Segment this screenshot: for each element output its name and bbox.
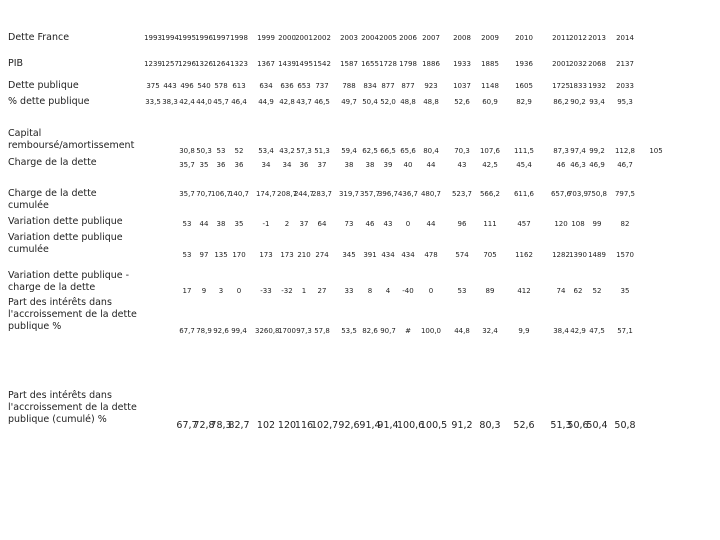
table-cell: -1	[262, 220, 270, 228]
row-label-variation-cumulee: Variation dette publique cumulée	[8, 232, 123, 255]
table-cell: 1997	[212, 34, 230, 42]
table-cell: 1390	[569, 251, 587, 259]
table-cell: #	[405, 327, 411, 335]
table-cell: 173	[280, 251, 294, 259]
table-cell: 64	[317, 220, 327, 228]
table-cell: 82,7	[228, 420, 250, 431]
table-cell: 2007	[422, 34, 440, 42]
table-cell: 33,5	[145, 98, 161, 106]
table-cell: 457	[517, 220, 531, 228]
table-cell: 44,9	[258, 98, 274, 106]
table-cell: 57,1	[617, 327, 633, 335]
table-cell: 102	[256, 420, 276, 431]
row-label-charge: Charge de la dette	[8, 157, 97, 168]
table-cell: 877	[381, 82, 395, 90]
table-cell: 50,3	[196, 147, 212, 155]
table-cell: 66,5	[380, 147, 396, 155]
table-cell: 43	[383, 220, 393, 228]
table-cell: 99	[592, 220, 602, 228]
table-cell: 1996	[195, 34, 213, 42]
table-cell: 244,7	[293, 190, 315, 198]
table-cell: 52,0	[380, 98, 396, 106]
table-cell: 4	[385, 287, 391, 295]
table-cell: 1495	[295, 60, 313, 68]
table-cell: 48,8	[400, 98, 416, 106]
table-cell: 92,6	[338, 420, 360, 431]
table-cell: 42,4	[179, 98, 195, 106]
table-cell: 1296	[178, 60, 196, 68]
table-cell: 0	[236, 287, 242, 295]
table-cell: 174,7	[255, 190, 277, 198]
row-label-dette-publique: Dette publique	[8, 80, 79, 91]
table-cell: 1326	[195, 60, 213, 68]
table-cell: 1700	[278, 327, 296, 335]
table-cell: 1148	[481, 82, 499, 90]
table-cell: 1999	[257, 34, 275, 42]
table-cell: 36	[216, 161, 226, 169]
table-cell: 39	[383, 161, 393, 169]
table-cell: 91,4	[377, 420, 399, 431]
table-cell: 1798	[399, 60, 417, 68]
table-cell: 2001	[295, 34, 313, 42]
table-cell: 42,9	[570, 327, 586, 335]
table-cell: 106,7	[210, 190, 232, 198]
row-label-dette-france: Dette France	[8, 32, 70, 43]
table-cell: 1725	[552, 82, 570, 90]
table-cell: 40	[403, 161, 413, 169]
table-cell: 737	[315, 82, 329, 90]
table-cell: 2013	[588, 34, 606, 42]
table-cell: 1932	[588, 82, 606, 90]
table-cell: 45,4	[516, 161, 532, 169]
table-cell: 2014	[616, 34, 634, 42]
table-cell: 653	[297, 82, 311, 90]
table-cell: -40	[402, 287, 414, 295]
table-cell: 834	[363, 82, 377, 90]
table-cell: 436,7	[397, 190, 419, 198]
table-cell: 636	[280, 82, 294, 90]
table-cell: 111,5	[513, 147, 535, 155]
table-cell: 57,3	[296, 147, 312, 155]
table-cell: 53,4	[258, 147, 274, 155]
table-cell: 391	[363, 251, 377, 259]
row-label-charge-cumulee: Charge de la dette cumulée	[8, 188, 97, 211]
table-cell: 574	[455, 251, 469, 259]
table-cell: 1933	[453, 60, 471, 68]
table-cell: 37	[317, 161, 327, 169]
table-cell: 1542	[313, 60, 331, 68]
table-cell: 96	[457, 220, 467, 228]
table-cell: 52,6	[513, 420, 535, 431]
table-cell: 37	[299, 220, 309, 228]
table-cell: 111	[483, 220, 497, 228]
table-cell: 59,4	[341, 147, 357, 155]
table-cell: 1998	[230, 34, 248, 42]
row-label-part-interets-cumule: Part des intérêts dans l'accroissement de la dette publique (cumulé) %	[8, 390, 137, 425]
row-label-part-interets: Part des intérêts dans l'accroissement de la dette publique %	[8, 297, 137, 332]
table-cell: 80,3	[479, 420, 501, 431]
table-cell: 703,9	[567, 190, 589, 198]
table-cell: 2006	[399, 34, 417, 42]
table-cell: 90,7	[380, 327, 396, 335]
table-cell: 2000	[278, 34, 296, 42]
table-cell: 53	[216, 147, 226, 155]
table-cell: 1728	[379, 60, 397, 68]
table-cell: 62,5	[362, 147, 378, 155]
table-cell: 2003	[340, 34, 358, 42]
table-cell: 540	[197, 82, 211, 90]
table-cell: 50,8	[614, 420, 636, 431]
table-cell: 1239	[144, 60, 162, 68]
table-cell: 91,4	[359, 420, 381, 431]
table-cell: 70,7	[196, 190, 212, 198]
table-cell: 44	[426, 161, 436, 169]
table-cell: 412	[517, 287, 531, 295]
table-cell: 357,7	[359, 190, 381, 198]
row-label-variation-moins-charge: Variation dette publique - charge de la dette	[8, 270, 130, 293]
table-cell: 86,2	[553, 98, 569, 106]
table-cell: 35	[620, 287, 630, 295]
row-label-pct-dette: % dette publique	[8, 96, 90, 107]
table-cell: 32,4	[482, 327, 498, 335]
table-cell: 2	[284, 220, 290, 228]
table-cell: 48,8	[423, 98, 439, 106]
table-cell: 566,2	[479, 190, 501, 198]
table-cell: 43,7	[296, 98, 312, 106]
table-cell: 89	[485, 287, 495, 295]
table-cell: 50,6	[567, 420, 589, 431]
table-cell: 46	[365, 220, 375, 228]
table-cell: 2002	[313, 34, 331, 42]
table-cell: 1162	[515, 251, 533, 259]
table-cell: 42,5	[482, 161, 498, 169]
table-cell: 2137	[616, 60, 634, 68]
table-cell: 27	[317, 287, 327, 295]
table-cell: 49,7	[341, 98, 357, 106]
table-cell: 1995	[178, 34, 196, 42]
table-cell: 53	[182, 251, 192, 259]
table-cell: 2010	[515, 34, 533, 42]
table-cell: 57,8	[314, 327, 330, 335]
table-cell: 62	[573, 287, 583, 295]
table-cell: 100,5	[420, 420, 448, 431]
table-cell: 97	[199, 251, 209, 259]
table-cell: 44	[199, 220, 209, 228]
table-cell: 97,3	[296, 327, 312, 335]
table-cell: 1367	[257, 60, 275, 68]
table-cell: 2005	[379, 34, 397, 42]
table-cell: 46,5	[314, 98, 330, 106]
table-cell: 2032	[569, 60, 587, 68]
table-cell: 112,8	[614, 147, 636, 155]
table-cell: 1489	[588, 251, 606, 259]
table-cell: 87,3	[553, 147, 569, 155]
table-cell: 46,4	[231, 98, 247, 106]
table-cell: 2008	[453, 34, 471, 42]
table-cell: 1282	[552, 251, 570, 259]
table-cell: 44,0	[196, 98, 212, 106]
table-cell: 480,7	[420, 190, 442, 198]
row-label-capital: Capital remboursé/amortissement	[8, 128, 135, 151]
table-cell: 47,5	[589, 327, 605, 335]
table-cell: 17	[182, 287, 192, 295]
table-cell: 705	[483, 251, 497, 259]
table-cell: 613	[232, 82, 246, 90]
table-cell: 1885	[481, 60, 499, 68]
table-cell: 105	[649, 147, 663, 155]
table-cell: 1605	[515, 82, 533, 90]
table-cell: 51,3	[314, 147, 330, 155]
table-cell: 52,6	[454, 98, 470, 106]
table-cell: 1570	[616, 251, 634, 259]
row-label-variation: Variation dette publique	[8, 216, 123, 227]
table-cell: 43	[457, 161, 467, 169]
table-cell: 120	[277, 420, 297, 431]
table-cell: 1037	[453, 82, 471, 90]
table-cell: 788	[342, 82, 356, 90]
table-cell: 102,7	[311, 420, 339, 431]
table-cell: 210	[297, 251, 311, 259]
table-cell: 657,6	[550, 190, 572, 198]
table-cell: 53	[457, 287, 467, 295]
table-cell: 283,7	[311, 190, 333, 198]
table-cell: 92,6	[213, 327, 229, 335]
table-cell: 1993	[144, 34, 162, 42]
table-cell: 38	[216, 220, 226, 228]
table-cell: 99,4	[231, 327, 247, 335]
table-cell: 2004	[361, 34, 379, 42]
table-cell: 1655	[361, 60, 379, 68]
table-cell: 45,7	[213, 98, 229, 106]
table-cell: 80,4	[423, 147, 439, 155]
table-cell: 36	[299, 161, 309, 169]
table-cell: 36	[234, 161, 244, 169]
table-cell: 496	[180, 82, 194, 90]
table-cell: 140,7	[228, 190, 250, 198]
table-cell: 1323	[230, 60, 248, 68]
table-cell: 35,7	[179, 161, 195, 169]
table-cell: 750,8	[586, 190, 608, 198]
table-cell: 78,9	[196, 327, 212, 335]
table-cell: 0	[405, 220, 411, 228]
table-cell: 1833	[569, 82, 587, 90]
table-cell: 100,0	[420, 327, 442, 335]
table-cell: 375	[146, 82, 160, 90]
table-cell: 523,7	[451, 190, 473, 198]
table-cell: 82,9	[516, 98, 532, 106]
table-cell: 33	[344, 287, 354, 295]
table-cell: 52	[234, 147, 244, 155]
table-cell: 877	[401, 82, 415, 90]
table-cell: 1264	[212, 60, 230, 68]
table-cell: 319,7	[338, 190, 360, 198]
table-cell: 46,3	[570, 161, 586, 169]
table-cell: 1587	[340, 60, 358, 68]
table-cell: 396,7	[377, 190, 399, 198]
table-cell: 443	[163, 82, 177, 90]
table-cell: 38,4	[553, 327, 569, 335]
table-cell: 46,7	[617, 161, 633, 169]
table-cell: 1	[301, 287, 307, 295]
table-cell: 35	[234, 220, 244, 228]
table-cell: 46	[556, 161, 566, 169]
table-cell: 74	[556, 287, 566, 295]
table-cell: 9	[201, 287, 207, 295]
table-cell: 60,9	[482, 98, 498, 106]
table-cell: -33	[260, 287, 272, 295]
table-cell: 1439	[278, 60, 296, 68]
table-cell: 50,4	[586, 420, 608, 431]
table-cell: 100,6	[397, 420, 425, 431]
table-cell: 434	[401, 251, 415, 259]
table-cell: 173	[259, 251, 273, 259]
table-cell: 53,5	[341, 327, 357, 335]
table-cell: 1994	[161, 34, 179, 42]
table-cell: 108	[571, 220, 585, 228]
table-cell: 97,4	[570, 147, 586, 155]
table-cell: 611,6	[513, 190, 535, 198]
table-cell: 70,3	[454, 147, 470, 155]
table-cell: -32	[281, 287, 293, 295]
table-cell: 52	[592, 287, 602, 295]
table-cell: 1886	[422, 60, 440, 68]
table-cell: 35	[199, 161, 209, 169]
table-cell: 135	[214, 251, 228, 259]
table-cell: 345	[342, 251, 356, 259]
table-cell: 46,9	[589, 161, 605, 169]
table-cell: 2011	[552, 34, 570, 42]
table-cell: 82,6	[362, 327, 378, 335]
table-cell: 65,6	[400, 147, 416, 155]
table-cell: 9,9	[518, 327, 530, 335]
table-cell: 44,8	[454, 327, 470, 335]
table-cell: 50,4	[362, 98, 378, 106]
table-cell: 30,8	[179, 147, 195, 155]
table-cell: 38	[365, 161, 375, 169]
table-cell: 107,6	[479, 147, 501, 155]
table-cell: 434	[381, 251, 395, 259]
table-cell: 797,5	[614, 190, 636, 198]
row-label-pib: PIB	[8, 58, 24, 69]
table-cell: 78,3	[210, 420, 232, 431]
table-cell: 43,2	[279, 147, 295, 155]
table-cell: 923	[424, 82, 438, 90]
table-cell: 3260,8	[255, 327, 280, 335]
table-cell: 2009	[481, 34, 499, 42]
table-cell: 2068	[588, 60, 606, 68]
table-cell: 634	[259, 82, 273, 90]
table-cell: 82	[620, 220, 630, 228]
table-cell: 91,2	[451, 420, 473, 431]
table-cell: 44	[426, 220, 436, 228]
table-cell: 3	[218, 287, 224, 295]
table-cell: 99,2	[589, 147, 605, 155]
table-cell: 34	[282, 161, 292, 169]
table-cell: 38,3	[162, 98, 178, 106]
table-cell: 51,3	[550, 420, 572, 431]
table-cell: 208,7	[276, 190, 298, 198]
table-cell: 578	[214, 82, 228, 90]
table-cell: 116	[294, 420, 314, 431]
table-cell: 73	[344, 220, 354, 228]
table-cell: 34	[261, 161, 271, 169]
table-cell: 93,4	[589, 98, 605, 106]
table-cell: 2001	[552, 60, 570, 68]
table-cell: 90,2	[570, 98, 586, 106]
table-cell: 42,8	[279, 98, 295, 106]
table-cell: 170	[232, 251, 246, 259]
table-cell: 95,3	[617, 98, 633, 106]
table-cell: 0	[428, 287, 434, 295]
table-cell: 274	[315, 251, 329, 259]
table-cell: 53	[182, 220, 192, 228]
table-cell: 35,7	[179, 190, 195, 198]
table-cell: 38	[344, 161, 354, 169]
table-cell: 2033	[616, 82, 634, 90]
table-cell: 67,7	[179, 327, 195, 335]
table-cell: 67,7	[176, 420, 198, 431]
table-cell: 2012	[569, 34, 587, 42]
table-cell: 1257	[161, 60, 179, 68]
table-cell: 120	[554, 220, 568, 228]
table-cell: 8	[367, 287, 373, 295]
table-cell: 478	[424, 251, 438, 259]
table-cell: 1936	[515, 60, 533, 68]
table-cell: 72,8	[193, 420, 215, 431]
